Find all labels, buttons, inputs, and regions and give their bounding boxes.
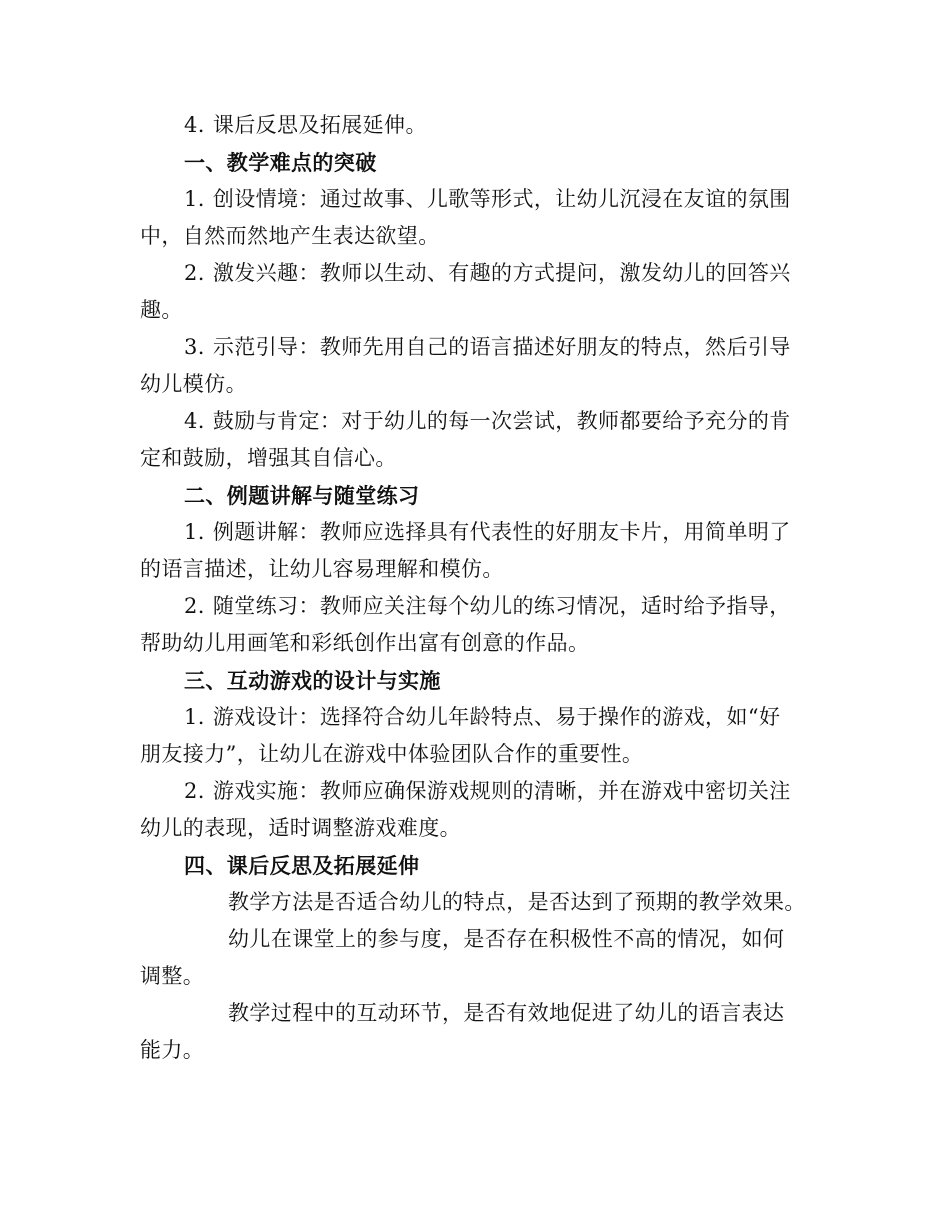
continuation-line: 能力。: [140, 1038, 205, 1062]
list-item-line: [140, 181, 812, 218]
list-item-line: [140, 588, 812, 625]
continuation-line: 趣。: [140, 298, 183, 322]
list-item-text: 课后反思及拓展延伸。: [212, 113, 427, 137]
list-item-line: [140, 514, 812, 551]
list-item-text: 例题讲解：教师应选择具有代表性的好朋友卡片，用简单明了: [212, 520, 791, 544]
list-item-text: 游戏实施：教师应确保游戏规则的清晰，并在游戏中密切关注: [212, 779, 791, 803]
continuation-line: 幼儿的表现，适时调整游戏难度。: [140, 816, 461, 840]
list-item-number: 1.: [184, 187, 205, 211]
section-heading: 一、教学难点的突破: [184, 150, 377, 175]
list-item-line: [140, 107, 812, 144]
list-item-text: 鼓励与肯定：对于幼儿的每一次尝试，教师都要给予充分的肯: [212, 409, 791, 433]
list-item-number: 2.: [184, 594, 205, 618]
paragraph-line: 幼儿在课堂上的参与度，是否存在积极性不高的情况，如何: [228, 927, 785, 951]
document-body: [140, 107, 812, 1069]
list-item-number: 3.: [184, 335, 205, 359]
continuation-line: 朋友接力”，让幼儿在游戏中体验团队合作的重要性。: [140, 742, 644, 766]
continuation-line: 幼儿模仿。: [140, 372, 247, 396]
list-item-number: 4.: [184, 409, 205, 433]
continuation-line: 定和鼓励，增强其自信心。: [140, 446, 397, 470]
continuation-line: 的语言描述，让幼儿容易理解和模仿。: [140, 557, 504, 581]
list-item-number: 1.: [184, 520, 205, 544]
list-item-line: [140, 699, 812, 736]
list-item-text: 游戏设计：选择符合幼儿年龄特点、易于操作的游戏，如“好: [212, 705, 781, 729]
list-item-text: 创设情境：通过故事、儿歌等形式，让幼儿沉浸在友谊的氛围: [212, 187, 791, 211]
list-item-text: 示范引导：教师先用自己的语言描述好朋友的特点，然后引导: [212, 335, 791, 359]
list-item-number: 2.: [184, 779, 205, 803]
list-item-number: 1.: [184, 705, 205, 729]
list-item-line: [140, 329, 812, 366]
section-heading: 二、例题讲解与随堂练习: [184, 483, 420, 508]
list-item-line: [140, 255, 812, 292]
section-heading: 四、课后反思及拓展延伸: [184, 853, 420, 878]
list-item-text: 激发兴趣：教师以生动、有趣的方式提问，激发幼儿的回答兴: [212, 261, 791, 285]
list-item-line: [140, 773, 812, 810]
paragraph-line: 教学方法是否适合幼儿的特点，是否达到了预期的教学效果。: [228, 890, 806, 914]
continuation-line: 中，自然而然地产生表达欲望。: [140, 224, 440, 248]
list-item-line: [140, 403, 812, 440]
list-item-number: 4.: [184, 113, 205, 137]
list-item-number: 2.: [184, 261, 205, 285]
continuation-line: 帮助幼儿用画笔和彩纸创作出富有创意的作品。: [140, 631, 590, 655]
list-item-text: 随堂练习：教师应关注每个幼儿的练习情况，适时给予指导，: [212, 594, 791, 618]
section-heading: 三、互动游戏的设计与实施: [184, 668, 441, 693]
paragraph-line: 教学过程中的互动环节，是否有效地促进了幼儿的语言表达: [228, 1001, 785, 1025]
continuation-line: 调整。: [140, 964, 205, 988]
